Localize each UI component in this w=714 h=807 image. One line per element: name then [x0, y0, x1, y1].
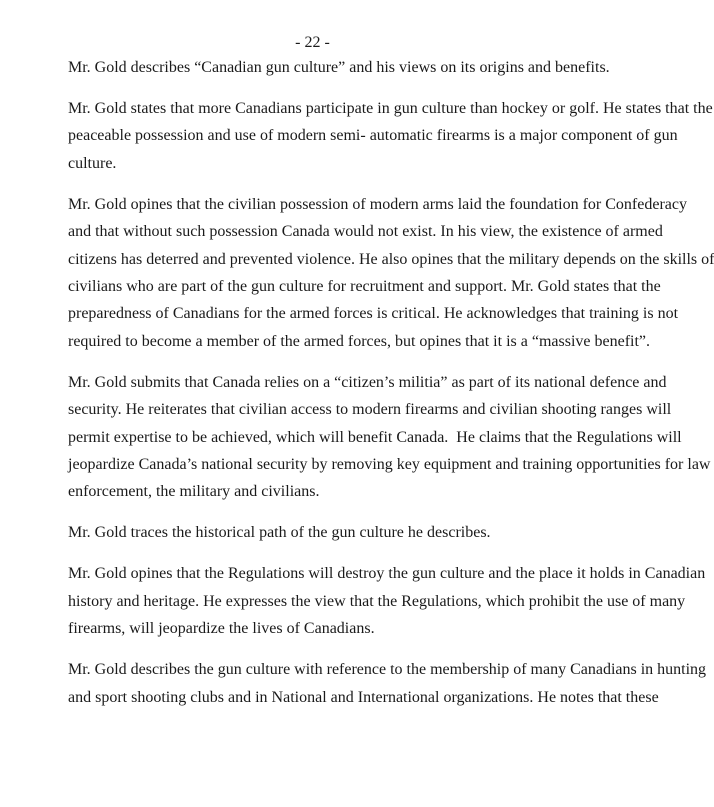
document-body — [68, 54, 714, 711]
text-line: Mr. Gold opines that the civilian possession of modern arms laid the foundation for Confederacy — [68, 195, 687, 213]
text-line: Mr. Gold opines that the Regulations will destroy the gun culture and the place it holds in Canadian — [68, 565, 706, 583]
text-line: and that without such possession Canada would not exist. In his view, the existence of armed — [68, 223, 663, 241]
paragraph — [68, 191, 714, 355]
text-line: Mr. Gold states that more Canadians participate in gun culture than hockey or golf. He states that the — [68, 100, 713, 117]
text-line: security. He reiterates that civilian access to modern firearms and civilian shooting ranges will — [68, 401, 672, 419]
paragraph — [68, 95, 713, 177]
text-line: enforcement, the military and civilians. — [68, 483, 320, 501]
paragraph — [68, 560, 706, 642]
text-line: citizens has deterred and prevented violence. He also opines that the military depends on the skills of — [68, 250, 714, 268]
paragraph — [68, 656, 707, 711]
text-line: preparedness of Canadians for the armed forces is critical. He acknowledges that training is not — [68, 305, 679, 323]
text-line: culture. — [68, 154, 117, 172]
text-line: permit expertise to be achieved, which will benefit Canada. He claims that the Regulations will — [68, 428, 682, 446]
page-number: - 22 - — [295, 34, 330, 51]
text-line: jeopardize Canada’s national security by removing key equipment and training opportunities for law — [68, 456, 711, 474]
text-line: civilians who are part of the gun culture for recruitment and support. Mr. Gold states that the — [68, 278, 661, 296]
text-line: peaceable possession and use of modern semi- automatic firearms is a major component of gun — [68, 127, 678, 145]
text-line: firearms, will jeopardize the lives of Canadians. — [68, 620, 375, 638]
paragraph — [68, 519, 557, 546]
text-line: Mr. Gold submits that Canada relies on a “citizen’s militia” as part of its national defence and — [68, 373, 667, 391]
text-line: Mr. Gold describes the gun culture with reference to the membership of many Canadians in hunting — [68, 661, 707, 679]
text-line: history and heritage. He expresses the view that the Regulations, which prohibit the use of many — [68, 592, 686, 610]
paragraph — [68, 54, 610, 81]
text-line: Mr. Gold traces the historical path of the gun culture he describes. — [68, 524, 491, 542]
text-line: and sport shooting clubs and in National and International organizations. He notes that these — [68, 688, 659, 706]
paragraph — [68, 369, 711, 506]
text-line: required to become a member of the armed forces, but opines that it is a “massive benefit”. — [68, 332, 651, 350]
text-line: Mr. Gold describes “Canadian gun culture” and his views on its origins and benefits. — [68, 59, 610, 76]
